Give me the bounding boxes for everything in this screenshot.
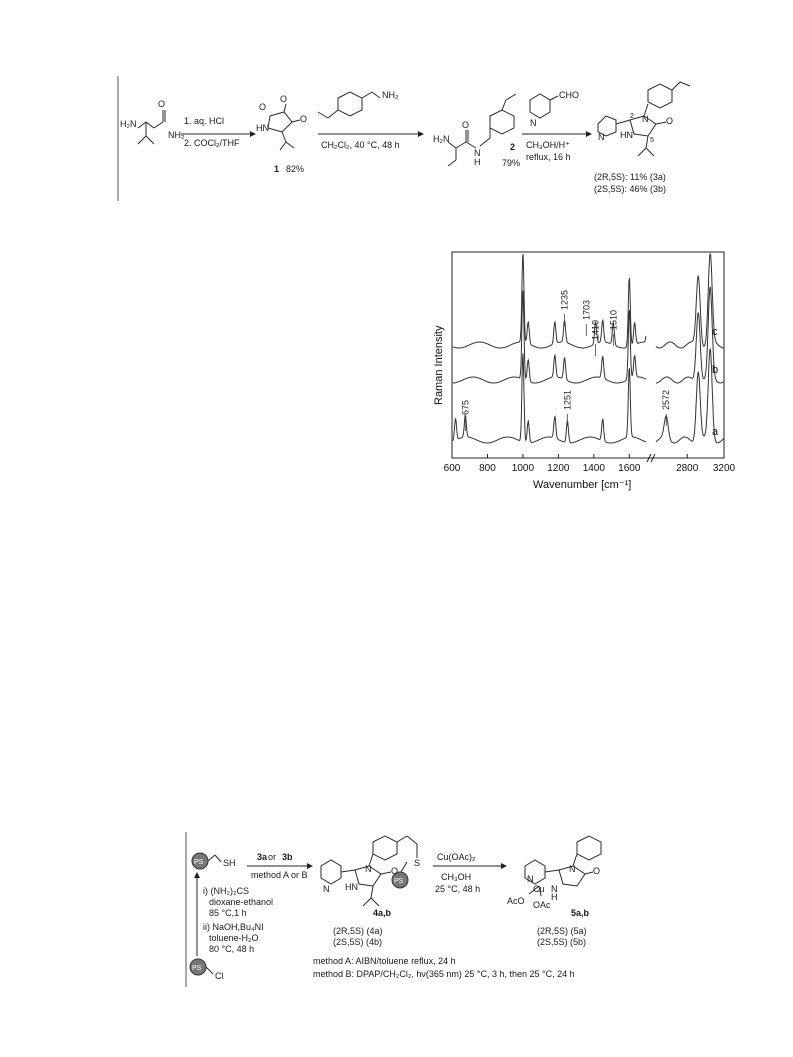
compound-5a-label: (2R,5S) (5a): [537, 926, 587, 936]
cmpd1-oxygen-3: O: [300, 114, 308, 124]
cmpd5-copper: Cu: [533, 884, 545, 894]
aldehyde-label: CHO: [559, 90, 579, 100]
cmpd3-ring-n: N: [642, 114, 649, 124]
x-tick-label: 1400: [582, 463, 605, 474]
cmpd1-oxygen-1: O: [259, 102, 267, 112]
scheme2-arrowhead-2: [501, 863, 507, 869]
step-i-conditions: 85 °C,1 h: [209, 908, 247, 918]
reagent-or: or: [268, 852, 277, 862]
method-b-description: method B: DPAP/CH₂Cl₂, hν(365 nm) 25 °C, 3 h, then 25 °C, 24 h: [313, 969, 575, 979]
series-b-trace: [453, 291, 646, 383]
cmpd4-pyridine-n: N: [323, 884, 330, 894]
compound-2-yield: 79%: [502, 158, 521, 168]
cmpd4-ps-label: PS: [394, 878, 404, 885]
x-tick-label: 1000: [511, 463, 535, 474]
x-tick-label: 800: [479, 463, 496, 474]
step-i-solvent: dioxane-ethanol: [209, 897, 274, 907]
peak-annotations: [460, 290, 671, 431]
resin-ps-label-1: PS: [194, 859, 204, 866]
cmpd5-nh-n: N: [551, 884, 558, 894]
copper-solvent: CH₃OH: [441, 872, 472, 882]
compound-5-number: 5a,b: [571, 908, 590, 918]
cmpd1-oxygen-2: O: [280, 94, 288, 104]
amide-nh2-label: NH₂: [168, 130, 185, 140]
compound-2-number: 2: [510, 142, 516, 152]
cmpd3-stereocenter-5: 5: [650, 137, 654, 144]
x-tick-label: 1200: [547, 463, 570, 474]
cmpd3-ring-nh: HN: [620, 130, 633, 140]
cmpd1-nh-label: HN: [256, 123, 269, 133]
product-3b-yield: (2S,5S): 46% (3b): [594, 184, 667, 194]
amine-label: H₂N: [120, 119, 137, 129]
method-a-description: method A: AIBN/toluene reflux, 24 h: [313, 956, 456, 966]
step3-condition-2: reflux, 16 h: [526, 152, 571, 162]
cmpd2-amine-label: H₂N: [433, 134, 450, 144]
method-selector-text: method A or B: [251, 870, 308, 880]
cmpd3-oxygen: O: [666, 116, 674, 126]
scheme-2: [185, 822, 610, 987]
step-ii-solvent: toluene-H₂O: [209, 933, 259, 943]
pyridine-n-label: N: [530, 118, 537, 128]
scheme2-arrowhead-1: [307, 863, 313, 869]
cmpd5-nh-h: H: [551, 892, 558, 902]
x-tick-label: 600: [443, 463, 461, 474]
series-label-b: b: [712, 364, 719, 376]
reagent-3a: 3a: [257, 852, 268, 862]
x-axis-label: Wavenumber [cm⁻¹]: [533, 479, 632, 491]
cmpd4-oxygen: O: [391, 866, 399, 876]
vertical-arrowhead: [194, 872, 200, 878]
cmpd3-pyridine-n: N: [598, 132, 605, 142]
cmpd5-acetate-2: OAc: [533, 900, 551, 910]
vinylbenzylamine-reagent: [318, 90, 399, 118]
x-tick-label: 2800: [676, 463, 699, 474]
cmpd2-n-label: N: [474, 148, 481, 158]
plot-frame: [452, 252, 724, 458]
scheme-1: [118, 76, 718, 201]
compound-1-yield: 82%: [286, 164, 305, 174]
raman-traces: [453, 254, 724, 443]
compound-5-structure: [507, 836, 601, 910]
chloromethyl-resin: [190, 959, 224, 981]
arrowhead-2: [418, 131, 424, 137]
step2-condition: CH₂Cl₂, 40 °C, 48 h: [321, 140, 400, 150]
cmpd4-ring-nh: HN: [345, 882, 358, 892]
copper-conditions: 25 °C, 48 h: [435, 884, 481, 894]
peak-label-1703: 1703: [581, 299, 592, 320]
step-i-reagent: i) (NH₂)₂CS: [203, 886, 249, 896]
step1-condition-1: 1. aq. HCl: [184, 116, 225, 126]
copper-reagent: Cu(OAc)₂: [437, 852, 476, 862]
cmpd4-ring-n: N: [365, 864, 372, 874]
x-tick-label: 1600: [618, 463, 641, 474]
step-ii-conditions: 80 °C, 48 h: [209, 944, 255, 954]
compound-4-structure: [321, 836, 420, 906]
pyridinecarboxaldehyde-reagent: [530, 90, 579, 128]
x-axis-ticks: [444, 454, 736, 474]
cmpd5-acetate-1: AcO: [507, 896, 525, 906]
resin-ps-label-2: PS: [192, 965, 202, 972]
cmpd2-h-label: H: [474, 157, 481, 167]
x-tick-label: 3200: [712, 463, 736, 474]
compound-5b-label: (2S,5S) (5b): [537, 937, 587, 947]
peak-label-2572: 2572: [661, 389, 672, 410]
raman-spectrum-chart: [425, 245, 736, 495]
compound-1-structure: [256, 94, 307, 150]
cmpd4-sulfur-label: S: [414, 858, 421, 868]
y-axis-label: Raman Intensity: [433, 325, 445, 405]
peak-label-1510: 1510: [608, 309, 619, 330]
series-c-trace: [453, 254, 646, 348]
chloro-label: Cl: [215, 971, 224, 981]
starting-amide-structure: [120, 99, 185, 144]
series-a-trace: [453, 354, 646, 444]
compound-2-structure: [433, 94, 516, 167]
compound-4b-label: (2S,5S) (4b): [333, 937, 383, 947]
cmpd5-oxygen: O: [593, 866, 601, 876]
series-label-c: c: [712, 326, 718, 338]
carbonyl-oxygen-label: O: [158, 99, 166, 109]
peak-label-1410: 1410: [590, 319, 601, 340]
compound-1-number: 1: [274, 164, 280, 174]
step-ii-reagent: ii) NaOH,Bu₄NI: [203, 922, 264, 932]
thiol-label: SH: [223, 858, 236, 868]
cmpd5-pyridine-n: N: [527, 874, 534, 884]
reagent-3b: 3b: [282, 852, 293, 862]
step3-condition-1: CH₃OH/H⁺: [526, 140, 570, 150]
cmpd2-oxygen-label: O: [462, 120, 470, 130]
step1-condition-2: 2. COCl₂/THF: [184, 138, 240, 148]
peak-label-1251: 1251: [562, 389, 573, 410]
compound-3-structure: [598, 82, 690, 156]
scheme-2-drawing: [185, 822, 610, 987]
thiol-resin: [192, 853, 236, 869]
reagent-nh2-label: NH₂: [382, 90, 399, 100]
peak-label-1235: 1235: [559, 289, 570, 310]
cmpd3-stereocenter-2: 2: [630, 113, 634, 120]
peak-label-675: 675: [460, 399, 471, 415]
compound-4-number: 4a,b: [373, 908, 392, 918]
raman-figure: [425, 245, 736, 495]
product-3a-yield: (2R,5S): 11% (3a): [594, 172, 666, 182]
compound-4a-label: (2R,5S) (4a): [333, 926, 383, 936]
series-label-a: a: [712, 426, 719, 438]
scheme-1-drawing: [118, 76, 718, 201]
arrowhead-3: [586, 131, 592, 137]
cmpd5-ring-n: N: [569, 864, 576, 874]
